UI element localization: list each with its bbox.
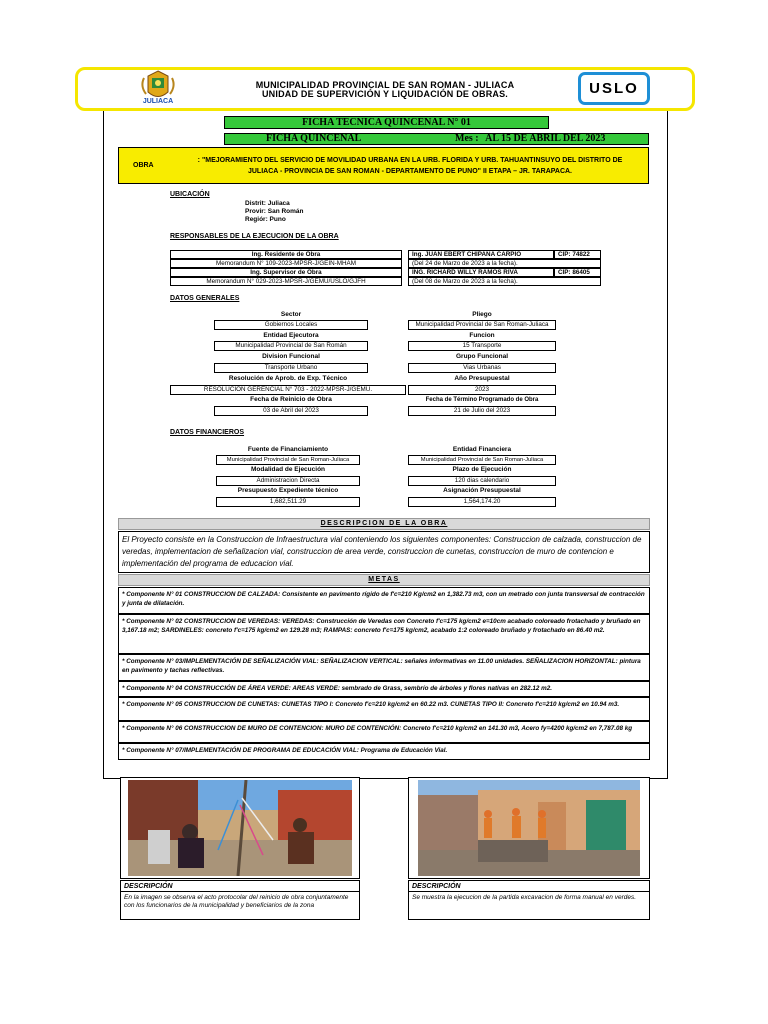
obra-name [180, 155, 640, 177]
provincia-value: Provir: San Román [245, 208, 304, 215]
meta-item-4: * Componente N° 04 CONSTRUCCIÓN DE ÁREA VERDE: AREAS VERDE: sembrado de Grass, sembrío de árboles y flores nativas en 282.12 m2. [118, 681, 650, 697]
termino-value: 21 de Julio del 2023 [408, 406, 556, 416]
presupuesto-label: Presupuesto Expediente técnico [237, 487, 339, 494]
mes-label: Mes : [455, 133, 479, 144]
responsables-title: RESPONSABLES DE LA EJECUCION DE LA OBRA [170, 233, 339, 240]
funcion-label: Funcion [469, 332, 495, 339]
entidad-financiera-value: Municipalidad Provincial de San Roman-Juliaca [408, 455, 556, 465]
supervisor-memo: Memorandum N° 029-2023-MPSR-J/GEMU/USLO/GJFH [170, 277, 402, 286]
descripcion-text: El Proyecto consiste en la Construccion de Infraestructura vial conteniendo los siguientes componentes: Construccion de calzada, construccion de veredas, implementacion de señalizacion vial, construccion de area verde, construccion de cunetas, construccion de muro de contencion e implementación del programa de educacion vial. [118, 531, 650, 573]
ficha-subtitle: FICHA QUINCENAL [266, 133, 362, 144]
residente-cip: CIP: 74822 [554, 250, 601, 259]
entidad-ejecutora-value: Municipalidad Provincial de San Román [214, 341, 368, 351]
residente-date: (Del 24 de Marzo de 2023 a la fecha). [408, 259, 601, 268]
meta-item-7: * Componente N° 07/IMPLEMENTACIÓN DE PROGRAMA DE EDUCACIÓN VIAL: Programa de Educación Vial. [118, 743, 650, 760]
financieros-title: DATOS FINANCIEROS [170, 429, 245, 436]
descripcion-title: DESCRIPCION DE LA OBRA [118, 518, 650, 530]
metas-title: METAS [118, 574, 650, 586]
modalidad-value: Administracion Directa [216, 476, 360, 486]
photo-2-caption-title: DESCRIPCIÓN [408, 880, 650, 892]
photo-1-caption: En la imagen se observa el acto protocolar del reinicio de obra conjuntamente con los funcionarios de la municipalidad y beneficiarios de la zona [120, 892, 360, 920]
residente-name: Ing. JUAN EBERT CHIPANA CARPIO [408, 250, 554, 259]
pliego-label: Pliego [472, 311, 492, 318]
municipal-logo [128, 68, 188, 110]
plazo-value: 120 dias calendario [408, 476, 556, 486]
obra-line-1: : "MEJORAMIENTO DEL SERVICIO DE MOVILIDAD URBANA EN LA URB. FLORIDA Y URB. TAHUANTINSUYO DEL DISTRITO DE [197, 157, 623, 164]
supervisor-label: Ing. Supervisor de Obra [170, 268, 402, 277]
pliego-value: Municipalidad Provincial de San Roman-Juliaca [408, 320, 556, 330]
site-photo-1 [128, 780, 352, 876]
site-photo-2 [418, 780, 640, 876]
generales-title: DATOS GENERALES [170, 295, 240, 302]
entidad-financiera-label: Entidad Financiera [452, 446, 512, 453]
plazo-label: Plazo de Ejecución [452, 466, 512, 473]
division-value: Transporte Urbano [214, 363, 368, 373]
modalidad-label: Modalidad de Ejecución [250, 466, 326, 473]
mes-field [455, 133, 605, 145]
resolucion-label: Resolución de Aprob. de Exp. Técnico [228, 375, 348, 382]
sector-label: Sector [280, 311, 302, 318]
funcion-value: 15 Transporte [408, 341, 556, 351]
entidad-ejecutora-label: Entidad Ejecutora [263, 332, 319, 339]
supervisor-cip: CIP: 86405 [554, 268, 601, 277]
grupo-label: Grupo Funcional [456, 353, 508, 360]
header-title-line1: MUNICIPALIDAD PROVINCIAL DE SAN ROMAN - JULIACA [255, 80, 515, 90]
grupo-value: Vias Urbanas [408, 363, 556, 373]
residente-memo: Memorandum N° 109-2023-MPSR-J/GEIN-MHAM [170, 259, 402, 268]
meta-item-1: * Componente N° 01 CONSTRUCCION DE CALZADA: Consistente en pavimento rígido de f'c=210 Kg/cm2 en 1,382.73 m3, con un metrado con junta transversal de contracción y junta de dilatación. [118, 587, 650, 614]
reinicio-value: 03 de Abril del 2023 [214, 406, 368, 416]
photo-2-caption: Se muestra la ejecucion de la partida excavacion de forma manual en verdes. [408, 892, 650, 920]
ubicacion-values [245, 200, 304, 224]
resolucion-value: RESOLUCION GERENCIAL N° 703 - 2022-MPSR-J/GEMU. [170, 385, 406, 395]
uslo-badge: USLO [578, 72, 650, 105]
ficha-title: FICHA TECNICA QUINCENAL N° 01 [224, 116, 549, 129]
distrito-value: Distrit: Juliaca [245, 200, 290, 207]
photo-1-caption-title: DESCRIPCIÓN [120, 880, 360, 892]
meta-item-2: * Componente N° 02 CONSTRUCCION DE VEREDAS: VEREDAS: Construcción de Veredas con Concreto f'c=175 kg/cm2 e=10cm acabado coloreado frotachado y bruñado en 3,167.18 m2; SARDINELES: concreto f'c=175 kg/cm2 en 129.28 m3; RAMPAS: concreto f'c=175 kg/cm2, acabado 1:2 coloreado bruñado y frotachado en 86.40 m2. [118, 614, 650, 654]
meta-item-3: * Componente N° 03/IMPLEMENTACIÓN DE SEÑALIZACIÓN VIAL: SEÑALIZACION VERTICAL: señales informativas en 11.00 unidades. SEÑALIZACION HORIZONTAL: pintura en pavimento y tachas reflectivas. [118, 654, 650, 681]
region-value: Regiór: Puno [245, 216, 286, 223]
asignacion-value: 1,564,174.20 [408, 497, 556, 507]
supervisor-name: ING. RICHARD WILLY RAMOS RIVA [408, 268, 554, 277]
division-label: Division Funcional [262, 353, 320, 360]
presupuesto-value: 1,682,511.29 [216, 497, 360, 507]
obra-label: OBRA [133, 162, 154, 169]
logo-text: JULIACA [142, 98, 174, 105]
obra-line-2: JULIACA - PROVINCIA DE SAN ROMAN - DEPARTAMENTO DE PUNO" II ETAPA – JR. TARAPACA. [247, 168, 573, 175]
ubicacion-title: UBICACIÓN [170, 191, 210, 198]
supervisor-date: (Del 08 de Marzo de 2023 a la fecha). [408, 277, 601, 286]
asignacion-label: Asignación Presupuestal [443, 487, 521, 494]
anio-label: Año Presupuestal [454, 375, 510, 382]
residente-label: Ing. Residente de Obra [170, 250, 402, 259]
sector-value: Gobiernos Locales [214, 320, 368, 330]
anio-value: 2023 [408, 385, 556, 395]
termino-label: Fecha de Término Programado de Obra [425, 397, 539, 403]
reinicio-label: Fecha de Reinicio de Obra [250, 396, 332, 403]
meta-item-6: * Componente N° 06 CONSTRUCCION DE MURO DE CONTENCION: MURO DE CONTENCIÓN: Concreto f'c=210 kg/cm2 en 141.30 m3, Acero fy=4200 kg/cm2 en 7,787.08 kg [118, 721, 650, 743]
mes-value: AL 15 DE ABRIL DEL 2023 [485, 133, 606, 144]
header-title-line2: UNIDAD DE SUPERVICIÓN Y LIQUIDACIÓN DE OBRAS. [261, 89, 509, 99]
fuente-value: Municipalidad Provincial de San Roman-Juliaca [216, 455, 360, 465]
fuente-label: Fuente de Financiamiento [247, 446, 329, 453]
meta-item-5: * Componente N° 05 CONSTRUCCION DE CUNETAS: CUNETAS TIPO I: Concreto f'c=210 kg/cm2 en 60.22 m3. CUNETAS TIPO II: Concreto f'c=210 kg/cm2 en 10.94 m3. [118, 697, 650, 721]
